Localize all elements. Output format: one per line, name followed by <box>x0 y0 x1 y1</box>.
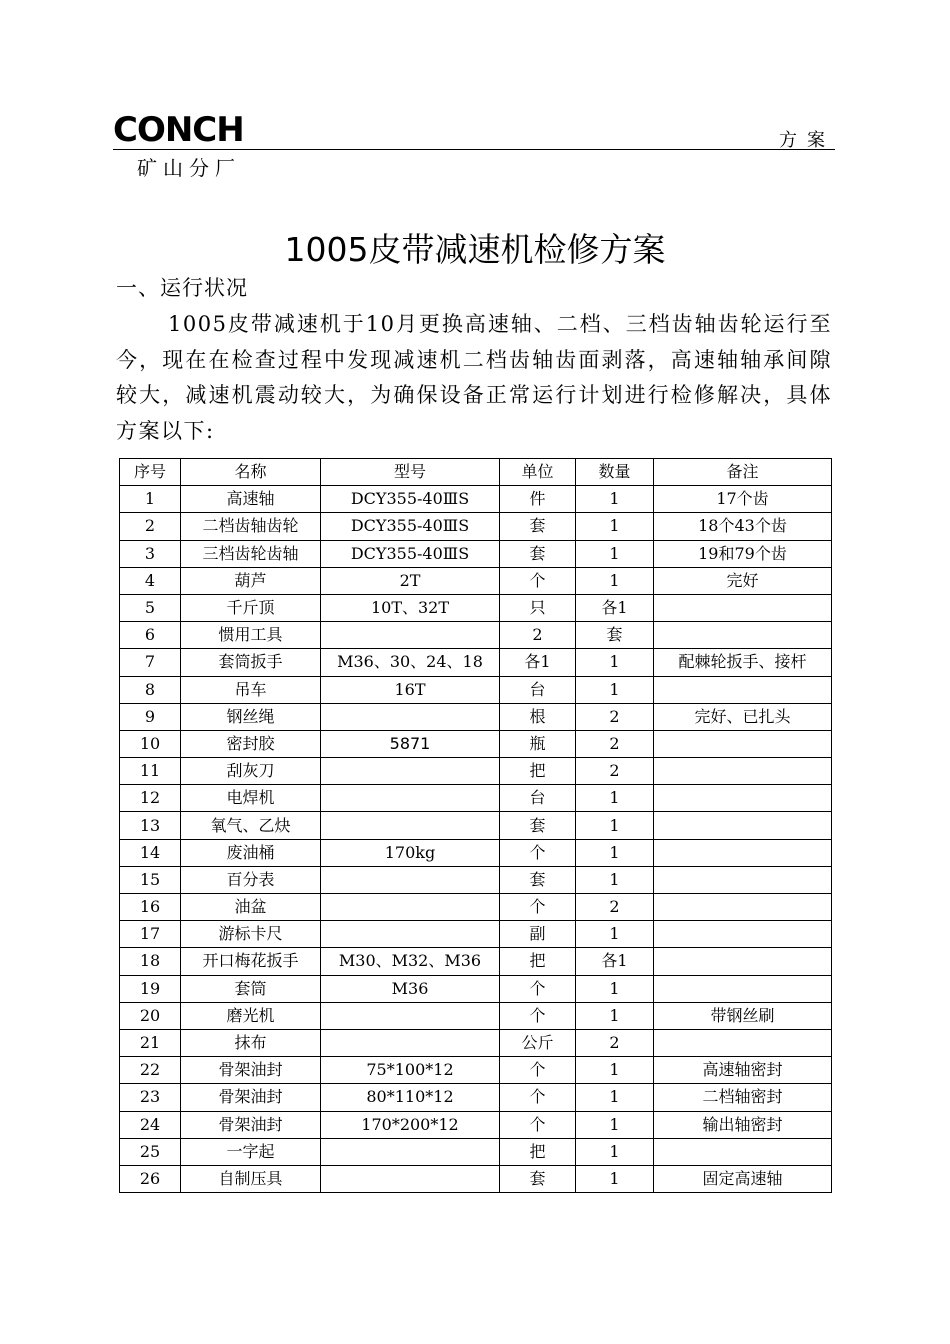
table-cell: 把 <box>500 1138 576 1165</box>
section-heading: 一、运行状况 <box>116 276 248 300</box>
table-row <box>120 513 832 540</box>
table-cell: 三档齿轮齿轴 <box>181 540 321 567</box>
table-cell: 80*110*12 <box>321 1084 500 1111</box>
header-cell: 名称 <box>181 459 321 486</box>
table-row <box>120 758 832 785</box>
table-row <box>120 839 832 866</box>
table-cell: DCY355-40ⅢS <box>321 540 500 567</box>
table-cell: DCY355-40ⅢS <box>321 513 500 540</box>
table-cell: 1 <box>576 1057 654 1084</box>
table-cell: 一字起 <box>181 1138 321 1165</box>
table-cell: 套 <box>500 1165 576 1192</box>
table-cell <box>321 866 500 893</box>
table-cell: 完好 <box>654 567 832 594</box>
table-cell: 抹布 <box>181 1029 321 1056</box>
table-cell: 1 <box>576 513 654 540</box>
table-cell: 1 <box>576 540 654 567</box>
table-cell: 18个43个齿 <box>654 513 832 540</box>
table-cell: 16 <box>120 894 181 921</box>
table-cell <box>321 1138 500 1165</box>
table-cell: 骨架油封 <box>181 1084 321 1111</box>
table-row <box>120 785 832 812</box>
table-cell <box>321 921 500 948</box>
table-cell <box>321 1029 500 1056</box>
table-cell: 二档轴密封 <box>654 1084 832 1111</box>
table-cell: M36、30、24、18 <box>321 649 500 676</box>
table-cell: 千斤顶 <box>181 594 321 621</box>
table-header-row <box>120 459 832 486</box>
table-cell <box>321 1165 500 1192</box>
table-cell: 4 <box>120 567 181 594</box>
table-cell: 个 <box>500 839 576 866</box>
table-row <box>120 594 832 621</box>
table-cell: 2T <box>321 567 500 594</box>
table-cell <box>654 921 832 948</box>
table-cell <box>654 758 832 785</box>
table-cell: 固定高速轴 <box>654 1165 832 1192</box>
table-cell: 2 <box>576 758 654 785</box>
table-cell <box>321 622 500 649</box>
table-cell: 25 <box>120 1138 181 1165</box>
table-cell: 台 <box>500 676 576 703</box>
conch-logo: CONCH <box>113 110 244 150</box>
header-cell: 备注 <box>654 459 832 486</box>
table-cell: 1 <box>576 649 654 676</box>
table-cell: 5 <box>120 594 181 621</box>
header-divider <box>113 149 835 150</box>
materials-table <box>119 458 832 1193</box>
table-cell: 开口梅花扳手 <box>181 948 321 975</box>
table-cell: 只 <box>500 594 576 621</box>
table-cell: 二档齿轴齿轮 <box>181 513 321 540</box>
table-row <box>120 921 832 948</box>
table-cell: 1 <box>576 975 654 1002</box>
table-cell: 170kg <box>321 839 500 866</box>
table-cell: 套筒扳手 <box>181 649 321 676</box>
table-cell: 1 <box>576 921 654 948</box>
table-row <box>120 812 832 839</box>
table-row <box>120 1029 832 1056</box>
table-cell: 19 <box>120 975 181 1002</box>
table-cell: 公斤 <box>500 1029 576 1056</box>
table-row <box>120 676 832 703</box>
table-cell: 12 <box>120 785 181 812</box>
table-cell <box>321 894 500 921</box>
table-row <box>120 948 832 975</box>
table-cell: 自制压具 <box>181 1165 321 1192</box>
table-cell: 把 <box>500 758 576 785</box>
table-cell: 百分表 <box>181 866 321 893</box>
table-row <box>120 567 832 594</box>
table-cell: 7 <box>120 649 181 676</box>
table-cell: 根 <box>500 703 576 730</box>
header-cell: 数量 <box>576 459 654 486</box>
table-cell: 个 <box>500 975 576 1002</box>
table-cell: 油盆 <box>181 894 321 921</box>
table-cell <box>654 1029 832 1056</box>
table-row <box>120 486 832 513</box>
table-cell: 2 <box>120 513 181 540</box>
table-cell <box>321 785 500 812</box>
table-cell: 11 <box>120 758 181 785</box>
table-cell: 3 <box>120 540 181 567</box>
table-cell: 各1 <box>576 594 654 621</box>
table-cell: 套 <box>500 812 576 839</box>
table-row <box>120 1084 832 1111</box>
table-row <box>120 1165 832 1192</box>
document-title: 1005皮带减速机检修方案 <box>284 230 666 269</box>
table-cell: M30、M32、M36 <box>321 948 500 975</box>
table-cell <box>654 785 832 812</box>
table-cell: 套 <box>576 622 654 649</box>
table-cell <box>321 1002 500 1029</box>
table-cell: 22 <box>120 1057 181 1084</box>
table-cell: 磨光机 <box>181 1002 321 1029</box>
table-cell: 13 <box>120 812 181 839</box>
table-cell: 9 <box>120 703 181 730</box>
table-cell: 1 <box>576 1138 654 1165</box>
table-cell: 1 <box>576 1002 654 1029</box>
table-cell: 2 <box>576 730 654 757</box>
table-cell: 个 <box>500 1084 576 1111</box>
table-cell: 1 <box>576 785 654 812</box>
table-cell: 钢丝绳 <box>181 703 321 730</box>
table-cell: 21 <box>120 1029 181 1056</box>
table-cell <box>654 948 832 975</box>
table-cell: 1 <box>120 486 181 513</box>
table-cell: 18 <box>120 948 181 975</box>
table-row <box>120 1111 832 1138</box>
table-cell: 1 <box>576 567 654 594</box>
table-row <box>120 703 832 730</box>
table-cell: 个 <box>500 894 576 921</box>
table-cell: 2 <box>576 1029 654 1056</box>
table-cell: 6 <box>120 622 181 649</box>
table-cell: 17个齿 <box>654 486 832 513</box>
table-cell: 刮灰刀 <box>181 758 321 785</box>
table-cell: 各1 <box>576 948 654 975</box>
table-cell: 瓶 <box>500 730 576 757</box>
header-cell: 序号 <box>120 459 181 486</box>
page-header <box>113 110 835 190</box>
table-cell: 19和79个齿 <box>654 540 832 567</box>
table-cell: DCY355-40ⅢS <box>321 486 500 513</box>
table-cell: 26 <box>120 1165 181 1192</box>
table-cell <box>654 730 832 757</box>
table-row <box>120 649 832 676</box>
table-cell <box>321 758 500 785</box>
table-cell: 1 <box>576 839 654 866</box>
table-cell: 2 <box>576 894 654 921</box>
table-cell: 1 <box>576 676 654 703</box>
table-cell: 电焊机 <box>181 785 321 812</box>
table-cell: M36 <box>321 975 500 1002</box>
table-cell: 各1 <box>500 649 576 676</box>
table-cell: 1 <box>576 866 654 893</box>
table-cell: 10 <box>120 730 181 757</box>
table-row <box>120 1002 832 1029</box>
header-cell: 型号 <box>321 459 500 486</box>
table-cell: 20 <box>120 1002 181 1029</box>
branch-name: 矿山分厂 <box>137 156 241 180</box>
table-cell: 葫芦 <box>181 567 321 594</box>
table-row <box>120 540 832 567</box>
table-cell: 吊车 <box>181 676 321 703</box>
table-cell: 170*200*12 <box>321 1111 500 1138</box>
table-cell: 16T <box>321 676 500 703</box>
table-cell: 23 <box>120 1084 181 1111</box>
table-cell: 个 <box>500 1111 576 1138</box>
table-cell: 配棘轮扳手、接杆 <box>654 649 832 676</box>
table-row <box>120 1138 832 1165</box>
table-cell <box>654 594 832 621</box>
table-cell: 15 <box>120 866 181 893</box>
table-row <box>120 975 832 1002</box>
table-cell: 台 <box>500 785 576 812</box>
table-cell: 游标卡尺 <box>181 921 321 948</box>
table-cell: 8 <box>120 676 181 703</box>
table-cell: 个 <box>500 1002 576 1029</box>
table-row <box>120 622 832 649</box>
table-cell: 24 <box>120 1111 181 1138</box>
table-cell <box>654 676 832 703</box>
table-cell: 套 <box>500 540 576 567</box>
table-cell: 副 <box>500 921 576 948</box>
table-cell: 1 <box>576 1084 654 1111</box>
table-cell: 把 <box>500 948 576 975</box>
table-cell <box>654 866 832 893</box>
table-cell: 5871 <box>321 730 500 757</box>
header-cell: 单位 <box>500 459 576 486</box>
table-cell: 骨架油封 <box>181 1057 321 1084</box>
table-cell <box>654 622 832 649</box>
table-cell: 10T、32T <box>321 594 500 621</box>
table-cell: 废油桶 <box>181 839 321 866</box>
table-cell: 套筒 <box>181 975 321 1002</box>
table-cell: 75*100*12 <box>321 1057 500 1084</box>
table-cell: 1 <box>576 812 654 839</box>
table-cell: 套 <box>500 513 576 540</box>
table-cell: 1 <box>576 1165 654 1192</box>
table-cell <box>654 839 832 866</box>
table-cell <box>654 894 832 921</box>
table-row <box>120 894 832 921</box>
table-cell: 2 <box>576 703 654 730</box>
table-cell <box>654 975 832 1002</box>
table-cell: 高速轴 <box>181 486 321 513</box>
table-cell: 高速轴密封 <box>654 1057 832 1084</box>
document-type: 方案 <box>779 130 835 151</box>
table-cell: 1 <box>576 1111 654 1138</box>
table-cell: 个 <box>500 1057 576 1084</box>
table-cell <box>654 812 832 839</box>
table-cell: 氧气、乙炔 <box>181 812 321 839</box>
table-cell <box>321 703 500 730</box>
table-cell: 带钢丝刷 <box>654 1002 832 1029</box>
table-cell: 密封胶 <box>181 730 321 757</box>
table-cell: 套 <box>500 866 576 893</box>
table-cell <box>654 1138 832 1165</box>
status-paragraph: 1005皮带减速机于10月更换高速轴、二档、三档齿轴齿轮运行至今，现在在检查过程中发现减速机二档齿轴齿面剥落，高速轴轴承间隙较大，减速机震动较大，为确保设备正常运行计划进行检修解决，具体方案以下: <box>116 312 832 443</box>
table-cell: 17 <box>120 921 181 948</box>
table-cell: 14 <box>120 839 181 866</box>
table-cell: 骨架油封 <box>181 1111 321 1138</box>
table-cell: 个 <box>500 567 576 594</box>
table-row <box>120 730 832 757</box>
table-cell: 输出轴密封 <box>654 1111 832 1138</box>
table-cell: 完好、已扎头 <box>654 703 832 730</box>
table-row <box>120 866 832 893</box>
table-cell <box>321 812 500 839</box>
table-row <box>120 1057 832 1084</box>
table-cell: 件 <box>500 486 576 513</box>
table-cell: 2 <box>500 622 576 649</box>
table-cell: 1 <box>576 486 654 513</box>
table-cell: 惯用工具 <box>181 622 321 649</box>
